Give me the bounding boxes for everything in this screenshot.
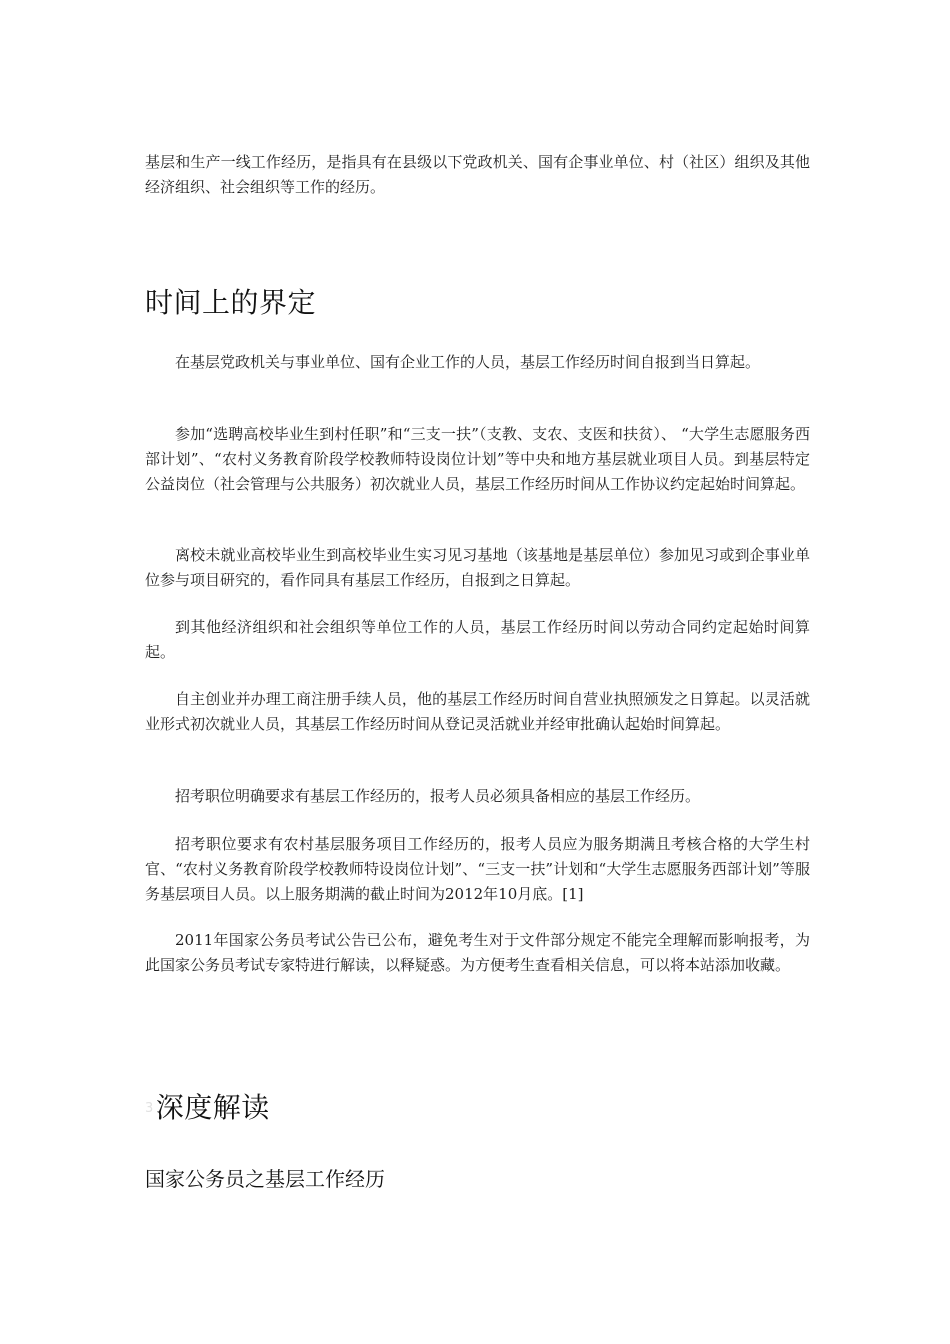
paragraph-7: 招考职位要求有农村基层服务项目工作经历的，报考人员应为服务期满且考核合格的大学生村官、“农村义务教育阶段学校教师特设岗位计划”、“三支一扶”计划和“大学生志愿服务西部计划”等服务基层项目人员。以上服务期满的截止时间为2012年10月底。[1]: [145, 835, 810, 903]
intro-paragraph: 基层和生产一线工作经历，是指具有在县级以下党政机关、国有企事业单位、村（社区）组织及其他经济组织、社会组织等工作的经历。: [145, 153, 810, 196]
paragraph-4: 到其他经济组织和社会组织等单位工作的人员，基层工作经历时间以劳动合同约定起始时间算起。: [145, 618, 810, 661]
section-heading-depth: [145, 1090, 270, 1127]
section-number: 3: [145, 1101, 154, 1116]
paragraph-5: 自主创业并办理工商注册手续人员，他的基层工作经历时间自营业执照颁发之日算起。以灵活就业形式初次就业人员，其基层工作经历时间从登记灵活就业并经审批确认起始时间算起。: [145, 690, 810, 733]
paragraph-6: 招考职位明确要求有基层工作经历的，报考人员必须具备相应的基层工作经历。: [175, 787, 701, 805]
paragraph-8: 2011年国家公务员考试公告已公布，避免考生对于文件部分规定不能完全理解而影响报考，为此国家公务员考试专家特进行解读，以释疑惑。为方便考生查看相关信息，可以将本站添加收藏。: [145, 931, 810, 974]
paragraph-3: 离校未就业高校毕业生到高校毕业生实习见习基地（该基地是基层单位）参加见习或到企事业单位参与项目研究的，看作同具有基层工作经历，自报到之日算起。: [145, 546, 810, 589]
section-heading-depth-text: 深度解读: [155, 1091, 270, 1124]
paragraph-2: 参加“选聘高校毕业生到村任职”和“三支一扶”（支教、支农、支医和扶贫）、 “大学生志愿服务西部计划”、“农村义务教育阶段学校教师特设岗位计划”等中央和地方基层就业项目人员。到基层特定公益岗位（社会管理与公共服务）初次就业人员，基层工作经历时间从工作协议约定起始时间算起。: [145, 425, 810, 493]
paragraph-1: 在基层党政机关与事业单位、国有企业工作的人员，基层工作经历时间自报到当日算起。: [175, 353, 761, 371]
section-heading-time: 时间上的界定: [145, 286, 317, 319]
subsection-heading: 国家公务员之基层工作经历: [145, 1167, 385, 1191]
